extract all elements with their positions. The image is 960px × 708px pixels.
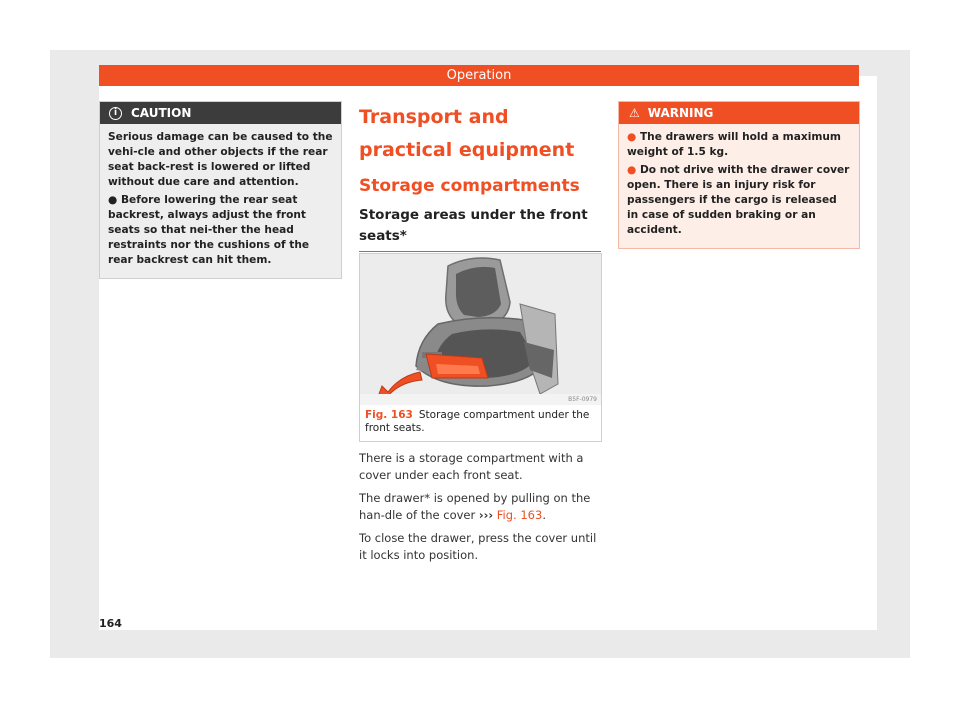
warning-bullet-2: [627, 163, 851, 238]
bullet-icon: ●: [627, 131, 637, 143]
caution-title: CAUTION: [131, 106, 192, 120]
warning-triangle-icon: ⚠: [629, 106, 640, 120]
figure-reference-link[interactable]: Fig. 163: [496, 508, 543, 522]
body-paragraph-2-end: .: [542, 508, 546, 522]
heading-divider: [359, 251, 601, 252]
bullet-icon: ●: [108, 194, 118, 206]
caution-bullet: [108, 193, 333, 268]
main-column: [359, 101, 601, 252]
body-paragraph-1: There is a storage compartment with a cover under each front seat.: [359, 451, 584, 482]
body-paragraph-2: [359, 490, 604, 524]
caution-body: [100, 124, 341, 278]
section-header: Operation: [99, 65, 859, 86]
figure: [359, 253, 602, 442]
warning-title: WARNING: [647, 106, 714, 120]
info-circle-icon: i: [109, 107, 122, 120]
body-paragraph-2-text: The drawer* is opened by pulling on the han-dle of the cover: [359, 491, 591, 522]
body-text: [359, 450, 604, 570]
page-number: 164: [99, 617, 122, 630]
section-title: Transport and practical equipment: [359, 106, 575, 161]
caution-paragraph: Serious damage can be caused to the vehi-cle and other objects if the rear seat back-rest is lowered or lifted without due care and attention.: [108, 131, 333, 188]
figure-caption-text: Storage compartment under the front seats.: [365, 409, 590, 434]
reference-arrow: ›››: [478, 508, 494, 522]
caution-box: [99, 101, 342, 279]
section-subtitle: Storage compartments: [359, 176, 580, 196]
caution-header: [100, 102, 341, 124]
caution-bullet-text: Before lowering the rear seat backrest, always adjust the front seats so that nei-ther the head restraints nor the cushions of the rear backrest can hit them.: [108, 194, 310, 266]
figure-caption: [365, 409, 597, 435]
seat-drawing: [360, 254, 601, 405]
warning-bullet-2-text: Do not drive with the drawer cover open. There is an injury risk for passengers if the cargo is released in case of sudden braking or an accident.: [627, 164, 850, 236]
bullet-icon: ●: [627, 164, 637, 176]
warning-header: [619, 102, 859, 124]
figure-code: B5F-0979: [568, 396, 597, 403]
subheading: Storage areas under the front seats*: [359, 207, 588, 244]
seat-illustration: [360, 254, 601, 405]
caution-column: [99, 101, 342, 279]
warning-box: [618, 101, 860, 249]
warning-body: [619, 124, 859, 248]
warning-bullet-1-text: The drawers will hold a maximum weight of 1.5 kg.: [627, 131, 841, 158]
figure-label: Fig. 163: [365, 409, 413, 421]
warning-bullet-1: [627, 130, 851, 160]
body-paragraph-3: To close the drawer, press the cover until it locks into position.: [359, 531, 597, 562]
warning-column: [618, 101, 860, 249]
